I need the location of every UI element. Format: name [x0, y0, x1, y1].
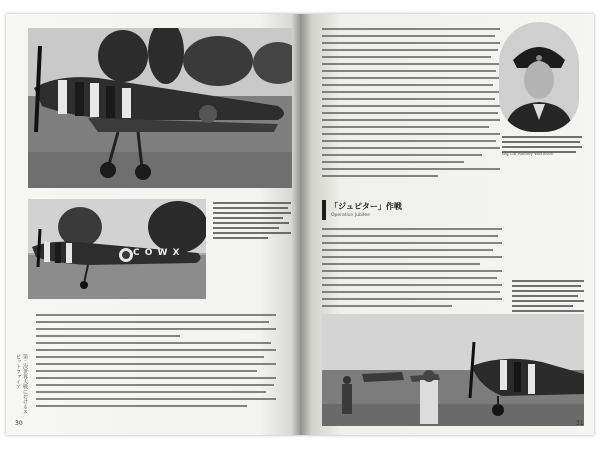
photo-caption-left	[213, 202, 291, 242]
right-body-text-top	[322, 28, 500, 182]
running-head-left: 第二次世界大戦におけるスピットファイア	[15, 354, 28, 414]
spitfire-silhouette	[28, 28, 292, 188]
right-page	[300, 14, 594, 435]
section-subheading: Operation Jubilee	[331, 213, 370, 218]
propeller-icon	[38, 229, 40, 267]
page-number-left: 30	[15, 420, 23, 427]
airfield-crew-photo	[322, 314, 584, 426]
spitfire-coded-photo	[28, 199, 206, 299]
airfield-scene	[322, 314, 584, 426]
book-spread	[6, 14, 594, 435]
portrait-caption-en: Wg Cdr Rodney Wilkinson	[502, 151, 554, 156]
right-body-text-bottom	[322, 228, 502, 312]
page-number-right: 31	[576, 420, 584, 427]
section-heading-bar	[322, 200, 326, 220]
section-heading: 「ジュピター」作戦	[330, 202, 402, 211]
left-body-text	[36, 314, 276, 412]
left-page	[6, 14, 300, 435]
pilot-portrait-photo	[499, 22, 579, 132]
pilot-figure	[499, 22, 579, 132]
spitfire-grass-photo	[28, 28, 292, 188]
aircraft-code: C O W X	[133, 248, 181, 258]
